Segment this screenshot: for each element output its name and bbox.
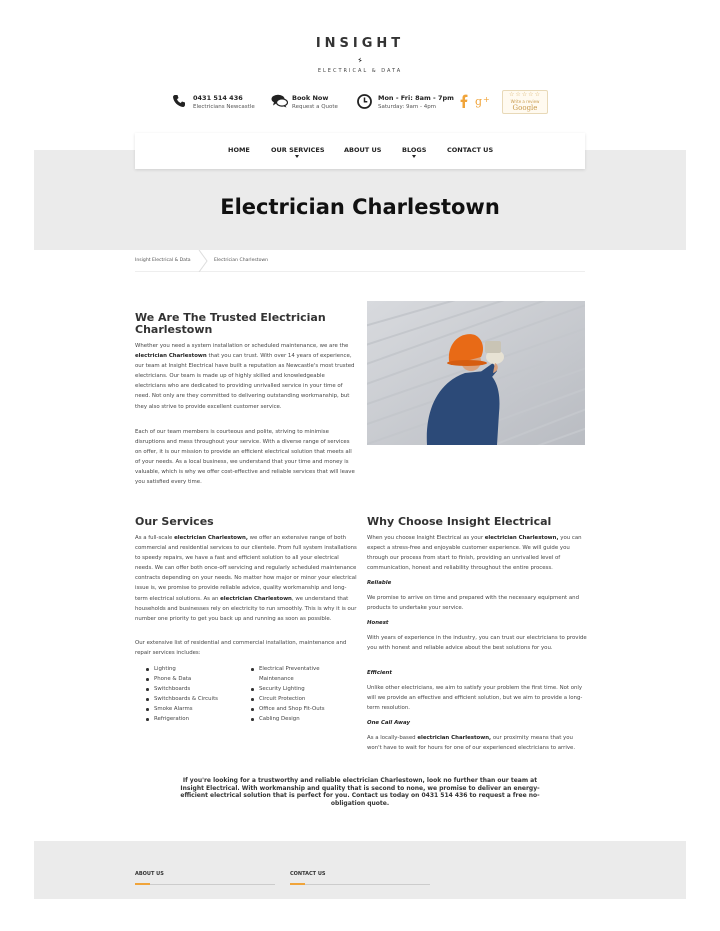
why-text: When you choose Insight Electrical as your — [367, 535, 485, 541]
list-item: Lighting — [143, 664, 243, 674]
facebook-icon[interactable] — [460, 94, 468, 108]
services-keyword: electrician Charlestown, — [174, 535, 248, 541]
why-text: you can expect a stress-free and enjoyable customer experience. We will guide you through our process from start to finish, providing an unrivalled level of communication, honest and reliability throughout the entire process. — [367, 535, 582, 572]
contact-bar — [0, 92, 720, 116]
services-paragraph-1 — [135, 533, 357, 624]
list-item: Security Lighting — [248, 684, 354, 694]
list-item: Office and Shop Fit-Outs — [248, 704, 354, 714]
footer-contact-heading: CONTACT US — [290, 871, 326, 877]
phone-contact[interactable] — [172, 92, 262, 116]
footer-about-accent — [135, 883, 150, 885]
call-to-action — [180, 777, 540, 807]
intro-paragraph-2: Each of our team members is courteous and polite, striving to minimise disruptions and mess throughout your service. With a diverse range of services on offer, it is our mission to provide an efficient electrical solution that meets all of your needs. As a local business, we understand that your time and money is valuable, which is why we offer cost-effective and reliable services that will leave you satisfied every time. — [135, 429, 355, 486]
blogs-chevron-down-icon[interactable] — [412, 155, 416, 158]
services-chevron-down-icon[interactable] — [295, 155, 299, 158]
list-item: Electrical Preventative Maintenance — [248, 664, 354, 684]
intro-text: Whether you need a system installation or scheduled maintenance, we are the — [135, 343, 349, 349]
why-intro — [367, 533, 589, 573]
footer-about-divider — [135, 884, 275, 885]
nav-blogs[interactable]: BLOGS — [402, 146, 427, 154]
cta-phone-link[interactable]: 0431 514 436 — [421, 792, 468, 800]
book-now-subtitle: Request a Quote — [292, 104, 338, 110]
logo-tagline: ELECTRICAL & DATA — [317, 68, 403, 74]
page-title: Electrician Charlestown — [220, 195, 500, 219]
logo-wordmark: INSIGHT — [315, 36, 405, 51]
svg-text:+: + — [483, 95, 490, 104]
honest-paragraph: With years of experience in the industry, you can trust our electricians to provide you with honest and reliable advice about the best solutions for you. — [367, 635, 587, 652]
svg-text:g: g — [475, 95, 483, 108]
list-item: Smoke Alarms — [143, 704, 243, 714]
breadcrumb — [135, 250, 585, 272]
phone-icon — [172, 94, 186, 108]
intro-keyword: electrician Charlestown — [135, 353, 207, 360]
services-heading: Our Services — [135, 515, 214, 528]
reliable-heading: Reliable — [367, 580, 392, 586]
list-item: Phone & Data — [143, 674, 243, 684]
google-wordmark: Google — [512, 104, 538, 112]
list-item: Switchboards — [143, 684, 243, 694]
google-review-badge[interactable] — [502, 90, 548, 114]
services-list-2 — [248, 664, 354, 725]
google-plus-icon[interactable] — [475, 94, 491, 108]
breadcrumb-home-link[interactable]: Insight Electrical & Data — [135, 258, 191, 263]
services-paragraph-2: Our extensive list of residential and commercial installation, maintenance and repair services includes: — [135, 640, 347, 657]
cta-text: If you're looking for a trustworthy and reliable electrician Charlestown, look no further than our team at Insight Electrical. With workmanship and quality that is second to none, we promise to deliver an energy-efficient electrical solution that is perfect for you. Contact us today on — [180, 777, 540, 800]
why-keyword: electrician Charlestown, — [417, 735, 492, 741]
nav-about-us[interactable]: ABOUT US — [344, 146, 382, 154]
why-keyword: electrician Charlestown, — [484, 535, 559, 541]
list-item: Refrigeration — [143, 714, 243, 724]
intro-text: that you can trust. With over 14 years of experience, our team at Insight Electrical have built a reputation as Newcastle's most trusted electricians. Our team is made up of highly skilled and knowledgeable electricians who are dedicated to providing unrivalled service in your time of need. Not only are they committed to delivering outstanding workmanship, but they also strive to provide excellent customer service. — [135, 353, 355, 410]
main-navigation — [135, 133, 585, 169]
logo[interactable] — [0, 36, 720, 74]
services-list-1 — [143, 664, 243, 725]
weekday-hours: Mon - Fri: 8am - 7pm — [378, 94, 454, 102]
electrician-photo — [367, 301, 585, 445]
list-item: Cabling Design — [248, 714, 354, 724]
phone-number[interactable]: 0431 514 436 — [193, 94, 243, 102]
phone-subtitle: Electricians Newcastle — [193, 104, 255, 110]
one-call-away-heading: One Call Away — [367, 720, 411, 726]
book-now[interactable] — [271, 92, 351, 116]
efficient-paragraph: Unlike other electricians, we aim to satisfy your problem the first time. Not only will we provide an effective and efficient solution, but we aim to provide a long-term resolution. — [367, 685, 583, 712]
why-text: As a locally-based — [367, 735, 418, 741]
list-item: Switchboards & Circuits — [143, 694, 243, 704]
breadcrumb-separator-icon — [197, 250, 209, 272]
nav-home[interactable]: HOME — [228, 146, 250, 154]
rating-stars: ☆☆☆☆☆ — [509, 91, 541, 98]
services-text: , we understand that households and businesses rely on electricity to run smoothly. This is why it is our number one priority to get you back up and running as soon as possible. — [135, 595, 357, 622]
footer — [34, 841, 686, 899]
opening-hours — [357, 92, 457, 116]
clock-icon — [357, 94, 372, 109]
services-text: we offer an extensive range of both commercial and residential services to our clientele. From full system installations to speedy repairs, we have a fast and efficient solution to all your electrical needs. We can offer both once-off servicing and regularly scheduled maintenance contracts depending on your needs. No matter how major or minor your electrical issue is, we promise to provide reliable advice, quality workmanship and long-term electrical solutions. As an — [135, 535, 357, 602]
honest-heading: Honest — [367, 620, 389, 626]
why-text: our proximity means that you won't have to wait for hours for one of our experienced electricians to arrive. — [367, 735, 576, 752]
book-now-title[interactable]: Book Now — [292, 94, 329, 102]
lightning-bolt-icon — [342, 57, 378, 63]
why-choose-heading: Why Choose Insight Electrical — [367, 515, 552, 528]
breadcrumb-current: Electrician Charlestown — [214, 258, 269, 263]
nav-our-services[interactable]: OUR SERVICES — [271, 146, 325, 154]
intro-heading: We Are The Trusted Electrician Charlestown — [135, 311, 326, 336]
services-text: As a full-scale — [135, 535, 175, 541]
saturday-hours: Saturday: 9am - 4pm — [378, 104, 437, 110]
footer-about-heading: ABOUT US — [135, 871, 164, 877]
reliable-paragraph: We promise to arrive on time and prepared with the necessary equipment and products to undertake your service. — [367, 595, 580, 612]
footer-contact-accent — [290, 883, 305, 885]
list-item: Circuit Protection — [248, 694, 354, 704]
efficient-heading: Efficient — [367, 670, 392, 676]
chat-bubbles-icon — [271, 94, 288, 108]
nav-contact-us[interactable]: CONTACT US — [447, 146, 494, 154]
cta-text: to request a free no-obligation quote. — [330, 792, 540, 807]
footer-contact-divider — [290, 884, 430, 885]
services-keyword: electrician Charlestown — [220, 595, 292, 602]
one-call-away-paragraph — [367, 733, 589, 753]
review-label: Write a review — [510, 99, 540, 104]
intro-paragraph-1 — [135, 341, 355, 412]
